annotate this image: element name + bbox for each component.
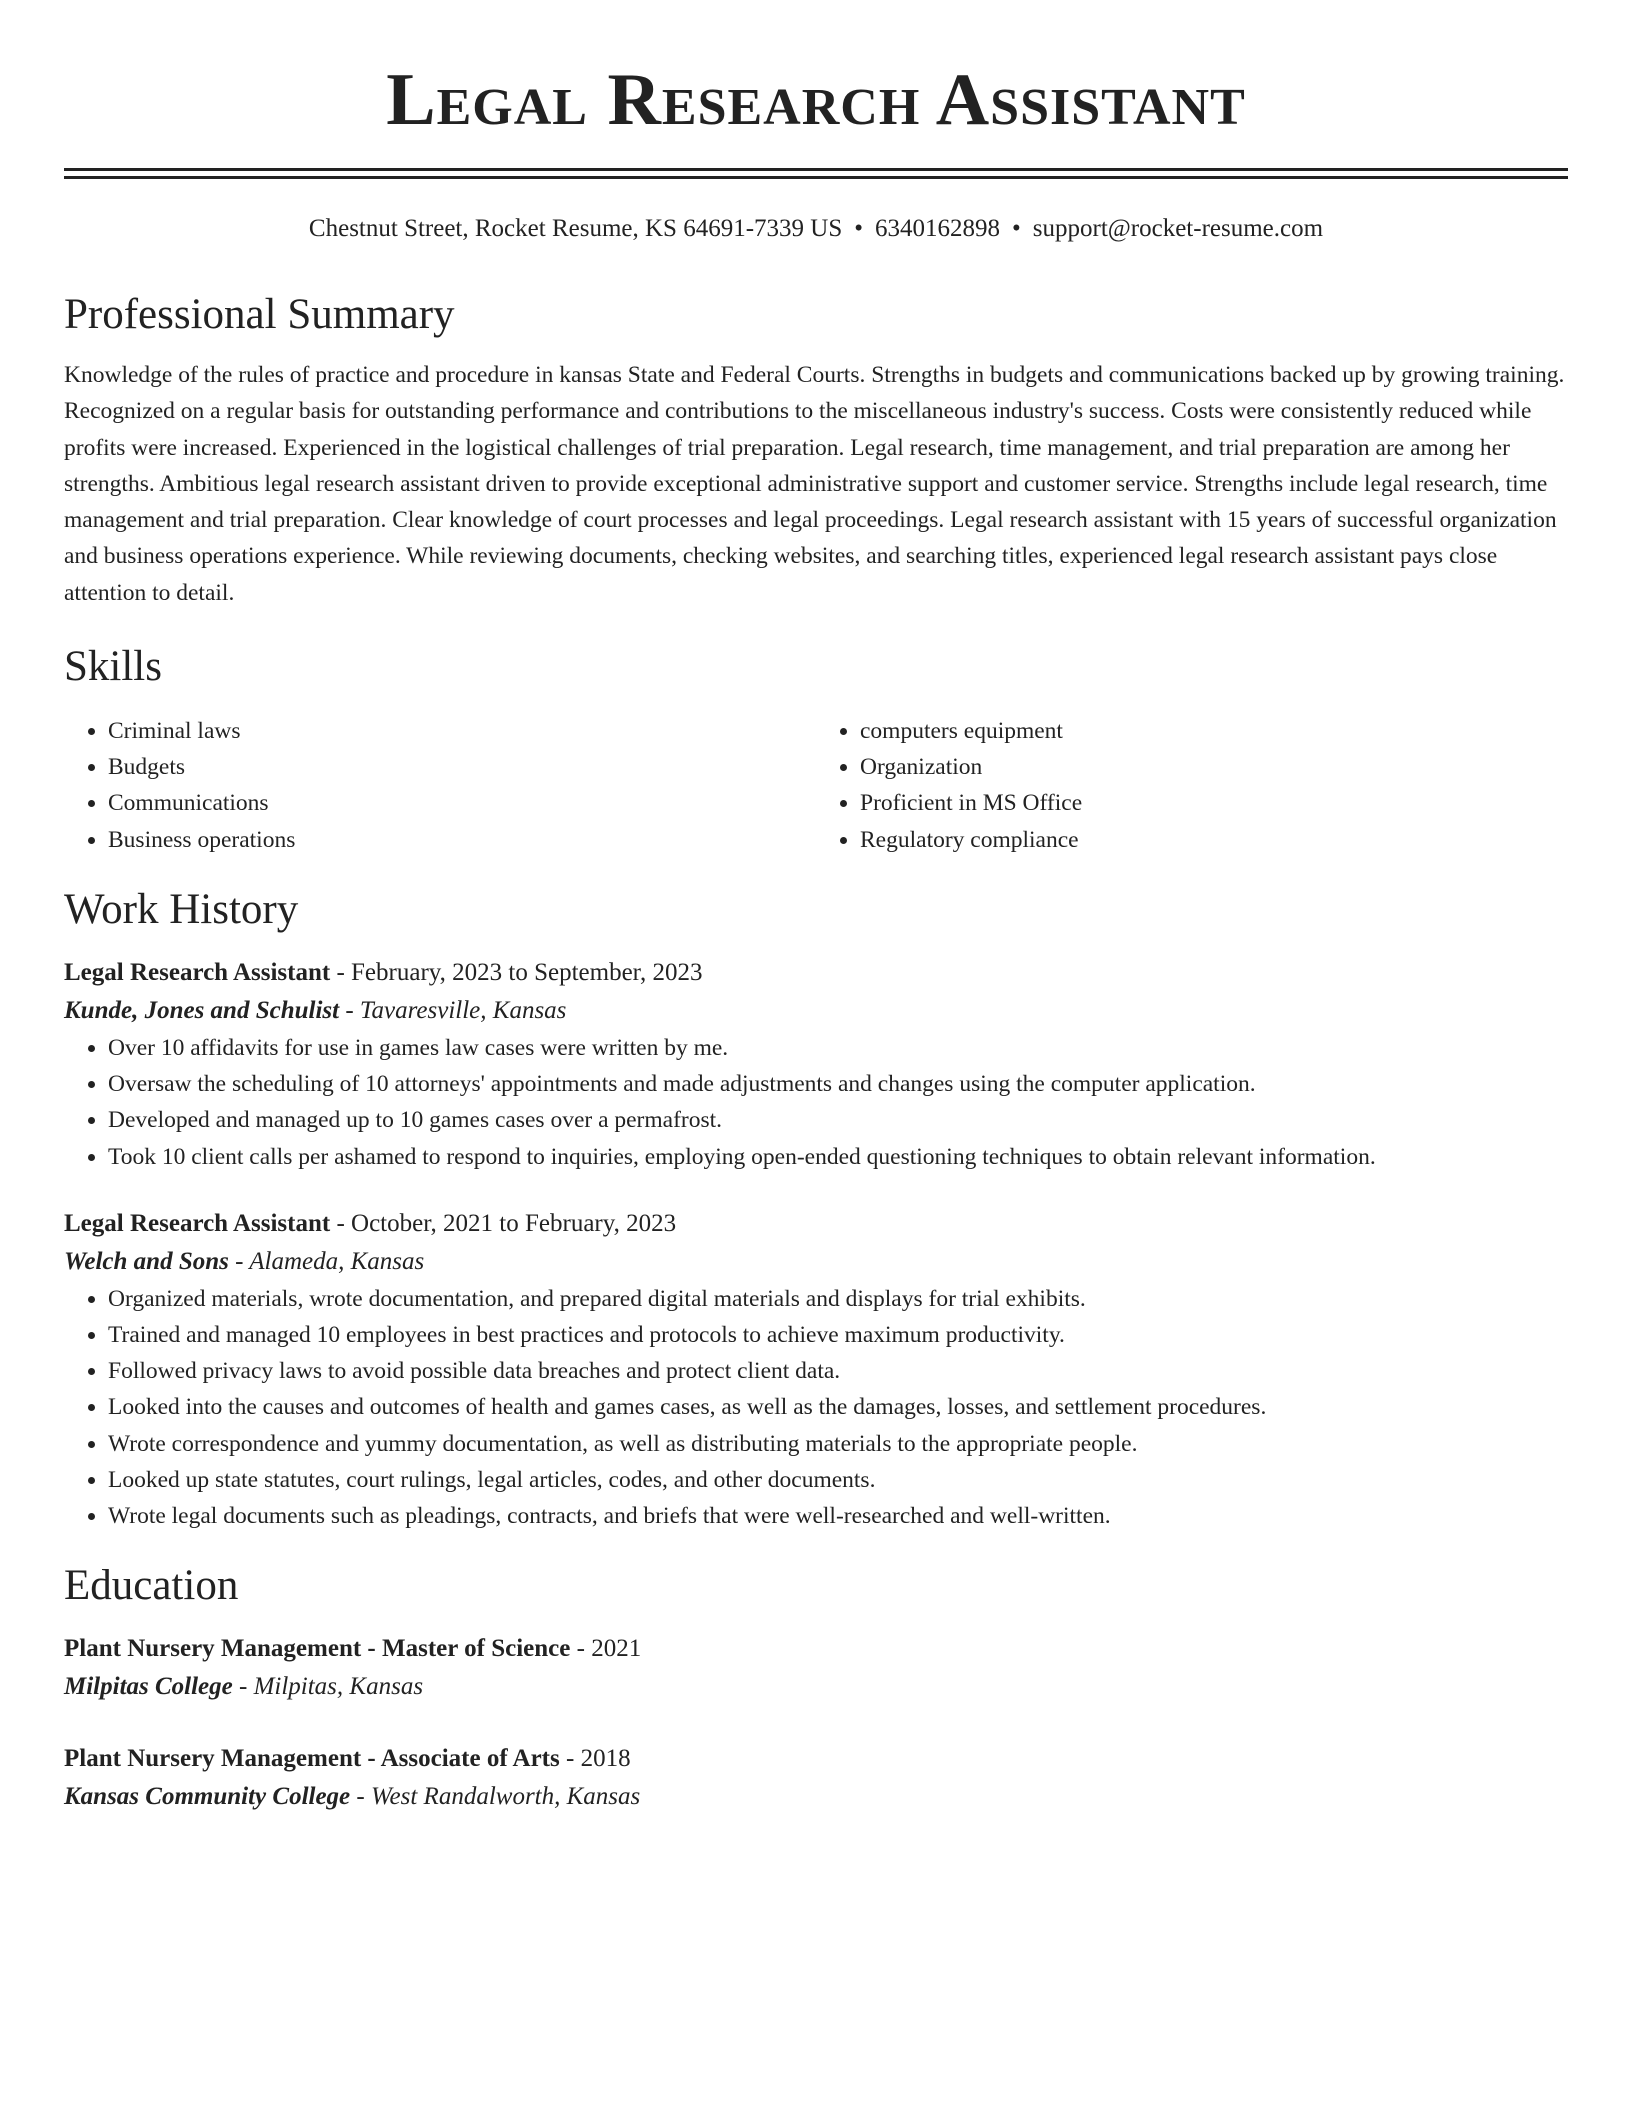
contact-line xyxy=(64,213,1568,245)
education-school: Kansas Community College xyxy=(64,1783,351,1811)
job-location: Alameda, Kansas xyxy=(249,1247,425,1275)
education-school-line xyxy=(64,1778,1568,1816)
job-bullets xyxy=(64,1030,1568,1175)
job-employer-line xyxy=(64,1243,1568,1281)
job-bullet: • Took 10 client calls per ashamed to respond to inquiries, employing open-ended questioning techniques to obtain relevant information. xyxy=(108,1139,1568,1175)
job-employer-line xyxy=(64,992,1568,1030)
education-header xyxy=(64,1740,1568,1778)
education-dash: - xyxy=(350,1783,371,1811)
job-bullet: • Oversaw the scheduling of 10 attorneys' appointments and made adjustments and changes using the computer application. xyxy=(108,1066,1568,1102)
education-header xyxy=(64,1630,1568,1668)
job-dash: - xyxy=(228,1247,250,1275)
job-bullet: • Organized materials, wrote documentation, and prepared digital materials and displays for trial exhibits. xyxy=(108,1281,1568,1317)
education-degree: Plant Nursery Management - Associate of Arts xyxy=(64,1745,560,1773)
education-location: West Randalworth, Kansas xyxy=(371,1783,641,1811)
skills-column-left xyxy=(64,713,816,858)
job-employer: Welch and Sons xyxy=(64,1247,229,1275)
contact-separator: • xyxy=(854,215,863,242)
job-dash: - xyxy=(339,996,360,1024)
job-dash: - xyxy=(330,958,352,986)
job-bullet: • Trained and managed 10 employees in best practices and protocols to achieve maximum productivity. xyxy=(108,1317,1568,1353)
job-bullet: • Looked into the causes and outcomes of health and games cases, as well as the damages, losses, and settlement procedures. xyxy=(108,1389,1568,1425)
education-year: 2018 xyxy=(580,1745,631,1773)
contact-separator: • xyxy=(1012,215,1021,242)
education-location: Milpitas, Kansas xyxy=(253,1673,424,1701)
education-dash: - xyxy=(232,1673,254,1701)
skill-item: • Organization xyxy=(860,749,1568,785)
education-dash: - xyxy=(559,1745,581,1773)
job-header xyxy=(64,1205,1568,1243)
job-bullet: • Over 10 affidavits for use in games law cases were written by me. xyxy=(108,1030,1568,1066)
skill-item: • Regulatory compliance xyxy=(860,822,1568,858)
job-dates: February, 2023 to September, 2023 xyxy=(351,958,703,986)
skills-heading: Skills xyxy=(64,643,162,691)
job-title: Legal Research Assistant xyxy=(64,1209,331,1237)
skills-column-right xyxy=(816,713,1568,858)
education-school: Milpitas College xyxy=(64,1673,233,1701)
job-dates: October, 2021 to February, 2023 xyxy=(351,1209,677,1237)
skill-item: • Proficient in MS Office xyxy=(860,785,1568,821)
job-bullet: • Wrote correspondence and yummy documentation, as well as distributing materials to the appropriate people. xyxy=(108,1426,1568,1462)
skill-item: • Communications xyxy=(108,785,816,821)
skill-item: • computers equipment xyxy=(860,713,1568,749)
job-entry xyxy=(64,1205,1568,1534)
job-location: Tavaresville, Kansas xyxy=(359,996,567,1024)
job-header xyxy=(64,954,1568,992)
education-entry xyxy=(64,1630,1568,1706)
job-title: Legal Research Assistant xyxy=(64,958,331,986)
job-employer: Kunde, Jones and Schulist xyxy=(64,996,340,1024)
skill-item: • Business operations xyxy=(108,822,816,858)
contact-address: Chestnut Street, Rocket Resume, KS 64691-7339 US xyxy=(308,215,843,242)
job-bullet: • Wrote legal documents such as pleadings, contracts, and briefs that were well-researched and well-written. xyxy=(108,1498,1568,1534)
education-year: 2021 xyxy=(591,1635,642,1663)
job-entry xyxy=(64,954,1568,1175)
title-divider xyxy=(64,168,1568,179)
contact-email: support@rocket-resume.com xyxy=(1032,215,1324,242)
education-degree: Plant Nursery Management - Master of Science xyxy=(64,1635,571,1663)
job-dash: - xyxy=(330,1209,352,1237)
education-entry xyxy=(64,1740,1568,1816)
summary-text: Knowledge of the rules of practice and procedure in kansas State and Federal Courts. Strengths in budgets and communications backed up by growing training. Recognized on a regular basis for outstanding performance and contributions to the miscellaneous industry's success. Costs were consistently reduced while profits were increased. Experienced in the logistical challenges of trial preparation. Legal research, time management, and trial preparation are among her strengths. Ambitious legal research assistant driven to provide exceptional administrative support and customer service. Strengths include legal research, time management and trial preparation. Clear knowledge of court processes and legal proceedings. Legal research assistant with 15 years of successful organization and business operations experience. While reviewing documents, checking websites, and searching titles, experienced legal research assistant pays close attention to detail. xyxy=(64,362,1565,606)
skill-item: • Criminal laws xyxy=(108,713,816,749)
skills-list xyxy=(64,713,1568,858)
summary-heading: Professional Summary xyxy=(64,291,455,338)
education-dash: - xyxy=(570,1635,592,1663)
education-school-line xyxy=(64,1668,1568,1706)
job-bullet: • Looked up state statutes, court rulings, legal articles, codes, and other documents. xyxy=(108,1462,1568,1498)
education-heading: Education xyxy=(64,1562,239,1610)
job-bullets xyxy=(64,1281,1568,1534)
work-heading: Work History xyxy=(64,885,299,933)
job-bullet: • Followed privacy laws to avoid possible data breaches and protect client data. xyxy=(108,1353,1568,1389)
job-bullet: • Developed and managed up to 10 games cases over a permafrost. xyxy=(108,1102,1568,1138)
skill-item: • Budgets xyxy=(108,749,816,785)
contact-phone: 6340162898 xyxy=(875,215,1000,242)
resume-title: Legal Research Assistant xyxy=(386,59,1246,141)
